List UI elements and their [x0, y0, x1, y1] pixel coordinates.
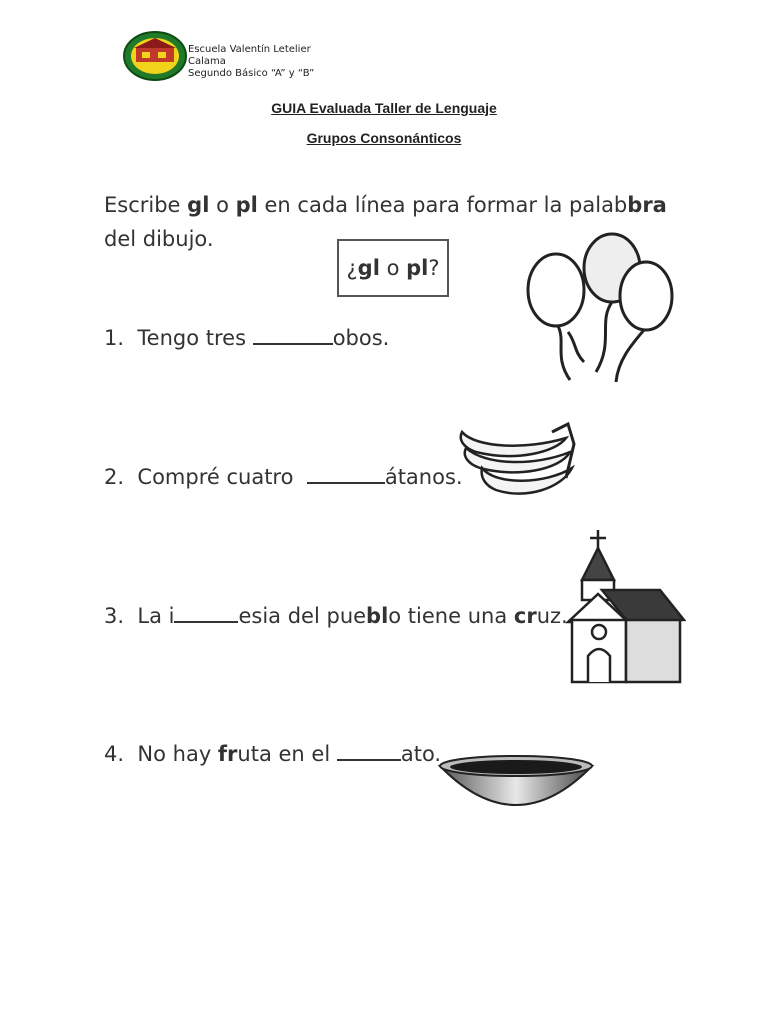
instruction-text: Escribe gl o pl en cada línea para formar la palabbra del dibujo. [104, 193, 667, 251]
answer-blank-3[interactable] [174, 619, 238, 623]
question-2: 2. Compré cuatro átanos. [104, 465, 463, 489]
church-icon [562, 528, 686, 688]
hint-box: ¿ gl o pl ? [337, 239, 449, 297]
answer-blank-2[interactable] [307, 480, 385, 484]
question-3: 3. La i esia del pueblo tiene una cruz. [104, 604, 568, 628]
page-title: GUIA Evaluada Taller de Lenguaje [271, 100, 497, 116]
school-grade: Segundo Básico “A” y “B” [188, 68, 315, 79]
balloons-icon [526, 232, 676, 384]
question-1: 1. Tengo tres obos. [104, 326, 390, 350]
school-city: Calama [188, 56, 226, 67]
school-info [188, 44, 314, 80]
answer-blank-4[interactable] [337, 757, 401, 761]
bananas-icon [456, 418, 578, 500]
question-4: 4. No hay fruta en el ato. [104, 742, 442, 766]
bowl-icon [436, 754, 596, 814]
school-name: Escuela Valentín Letelier [188, 44, 311, 55]
answer-blank-1[interactable] [253, 341, 333, 345]
school-logo [122, 30, 188, 82]
page-subtitle: Grupos Consonánticos [306, 130, 462, 146]
